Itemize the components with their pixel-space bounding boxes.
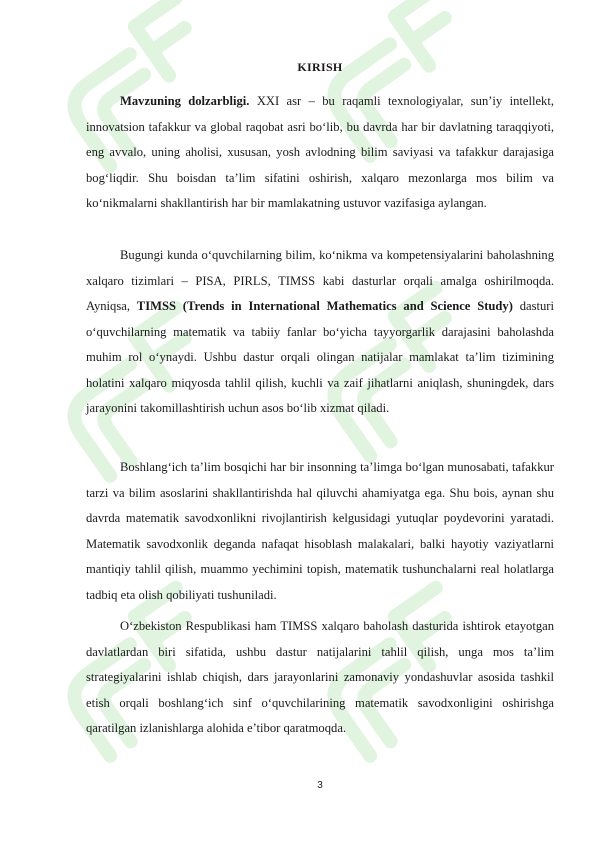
timss-bold-name: TIMSS (Trends in International Mathematics and Science Study) [136,299,513,313]
timss-text-before: Bugungi kunda o‘quvchilarning bilim, ko‘nikma va kompetensiyalarini baholashning xalqaro tizimlari – PISA, PIRLS, TIMSS kabi dasturlar orqali amalga oshirilmoqda. Ayniqsa, [86,248,554,313]
paragraph-relevance [86,89,554,217]
timss-text-after: dasturi o‘quvchilarning matematik va tabiiy fanlar bo‘yicha tayyorgarlik darajasini baholashda muhim rol o‘ynaydi. Ushbu dastur orqali olingan natijalar mamlakat ta’lim tizimining holatini xalqaro miqyosda tahlil qilish, kuchli va zaif jihatlarni aniqlash, shuningdek, dars jarayonini takomillashtirish uchun asos bo‘lib xizmat qiladi. [86,299,554,415]
relevance-lead: Mavzuning dolzarbligi. [120,94,250,108]
primary-education-text: Boshlang‘ich ta’lim bosqichi har bir insonning ta’limga bo‘lgan munosabati, tafakkur tarzi va bilim asoslarini shakllantirishda hal qiluvchi ahamiyatga ega. Shu bois, aynan shu davrda matematik savodxonlikni rivojlantirish kelgusidagi yutuqlar poydevorini yaratadi. Matematik savodxonlik deganda nafaqat hisoblash malakalari, balki hayotiy vaziyatlarni mantiqiy tahlil qilish, muammo yechimini topish, matematik tushunchalarni real holatlarga tadbiq eta olish qobiliyati tushuniladi. [86,460,554,602]
page-number: 3 [317,780,323,791]
page-title: KIRISH [297,60,343,74]
paragraph-timss [86,243,554,422]
watermark-stroke [395,0,470,66]
paragraph-primary-education [86,455,554,608]
paragraph-uzbekistan [86,614,554,742]
uzbekistan-text: O‘zbekiston Respublikasi ham TIMSS xalqaro baholash dasturida ishtirok etayotgan davlatlardan biri sifatida, ushbu dastur natijalarini tahlil qilish, unga mos ta’lim strategiyalarini ishlab chiqish, dars jarayonlarini zamonaviy yondashuvlar asosida tashkil etish orqali boshlang‘ich sinf o‘quvchilarining matematik savodxonligini oshirishga qaratilgan izlanishlarga alohida e’tibor qaratmoqda. [86,619,554,735]
relevance-text: XXI asr – bu raqamli texnologiyalar, sun’iy intellekt, innovatsion tafakkur va global raqobat asri bo‘lib, bu davrda har bir davlatning taraqqiyoti, eng avvalo, uning aholisi, xususan, yosh avlodning bilim saviyasi va tafakkur darajasiga bog‘liqdir. Shu boisdan ta’lim sifatini oshirish, xalqaro mezonlarga mos bilim va ko‘nikmalarni shakllantirish har bir mamlakatning ustuvor vazifasiga aylangan. [86,94,555,210]
